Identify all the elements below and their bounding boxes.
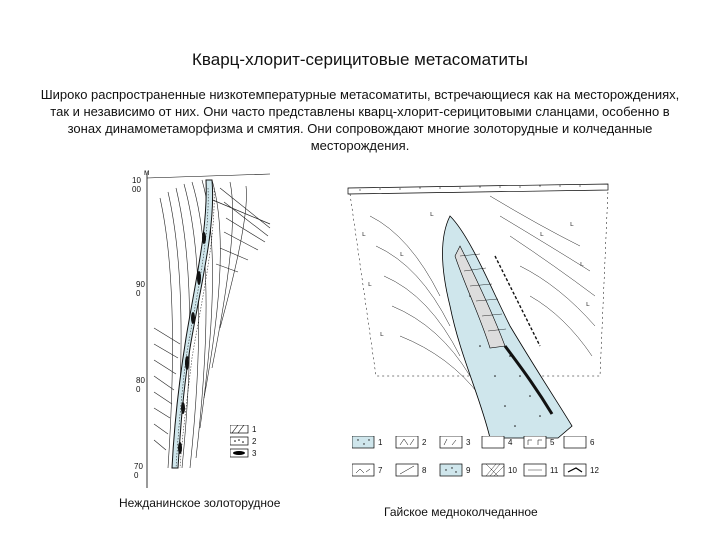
depth-label-900 (136, 280, 145, 298)
depth-label-800 (136, 376, 145, 394)
depth-label-900-part1: 90 (136, 280, 145, 289)
slide-title: Кварц-хлорит-серицитовые метасоматиты (192, 50, 528, 69)
svg-text:ʟ: ʟ (540, 230, 544, 238)
legend-right-10: 10 (508, 466, 517, 475)
caption-gayskoe: Гайское медноколчеданное (384, 505, 538, 519)
nezhdaninskoe-legend (230, 425, 270, 465)
gayskoe-legend-swatches (352, 436, 612, 486)
legend-left-3: 3 (252, 449, 257, 458)
legend-right-12: 12 (590, 466, 599, 475)
legend-right-7: 7 (378, 466, 383, 475)
depth-label-1000-part1: 10 (132, 176, 141, 185)
depth-label-900-part2: 0 (136, 289, 141, 298)
legend-left-1: 1 (252, 425, 257, 434)
legend-right-6: 6 (590, 438, 595, 447)
depth-label-700 (134, 462, 143, 480)
legend-right-9: 9 (466, 466, 471, 475)
lead-paragraph: Широко распространенные низкотемпературные метасоматиты, встречающиеся как на месторождениях, так и независимо от них. Они часто представлены кварц-хлорит-серицитовыми сланцами, особенно в зонах динамометаморфизма и смятия. Они сопровождают многие золоторудные и колчеданные месторождения. (40, 87, 680, 153)
legend-left-2: 2 (252, 437, 257, 446)
caption-nezhdaninskoe: Нежданинское золоторудное (119, 496, 281, 510)
gayskoe-legend (352, 436, 612, 486)
legend-right-4: 4 (508, 438, 513, 447)
svg-text:ʟ: ʟ (580, 260, 584, 268)
legend-right-1: 1 (378, 438, 383, 447)
depth-label-700-part2: 0 (134, 471, 139, 480)
depth-label-700-part1: 70 (134, 462, 143, 471)
depth-label-800-part2: 0 (136, 385, 141, 394)
svg-text:ʟ: ʟ (570, 220, 574, 228)
svg-text:ʟ: ʟ (368, 280, 372, 288)
svg-text:ʟ: ʟ (430, 210, 434, 218)
depth-unit: м (144, 168, 150, 177)
depth-label-800-part1: 80 (136, 376, 145, 385)
legend-right-2: 2 (422, 438, 427, 447)
legend-right-5: 5 (550, 438, 555, 447)
svg-text:ʟ: ʟ (362, 230, 366, 238)
depth-label-1000 (132, 176, 141, 194)
legend-right-3: 3 (466, 438, 471, 447)
nezhdaninskoe-legend-swatches (230, 425, 270, 465)
legend-right-8: 8 (422, 466, 427, 475)
svg-text:ʟ: ʟ (586, 300, 590, 308)
svg-text:ʟ: ʟ (400, 250, 404, 258)
legend-right-11: 11 (550, 466, 559, 475)
svg-text:ʟ: ʟ (380, 330, 384, 338)
depth-label-1000-part2: 00 (132, 185, 141, 194)
